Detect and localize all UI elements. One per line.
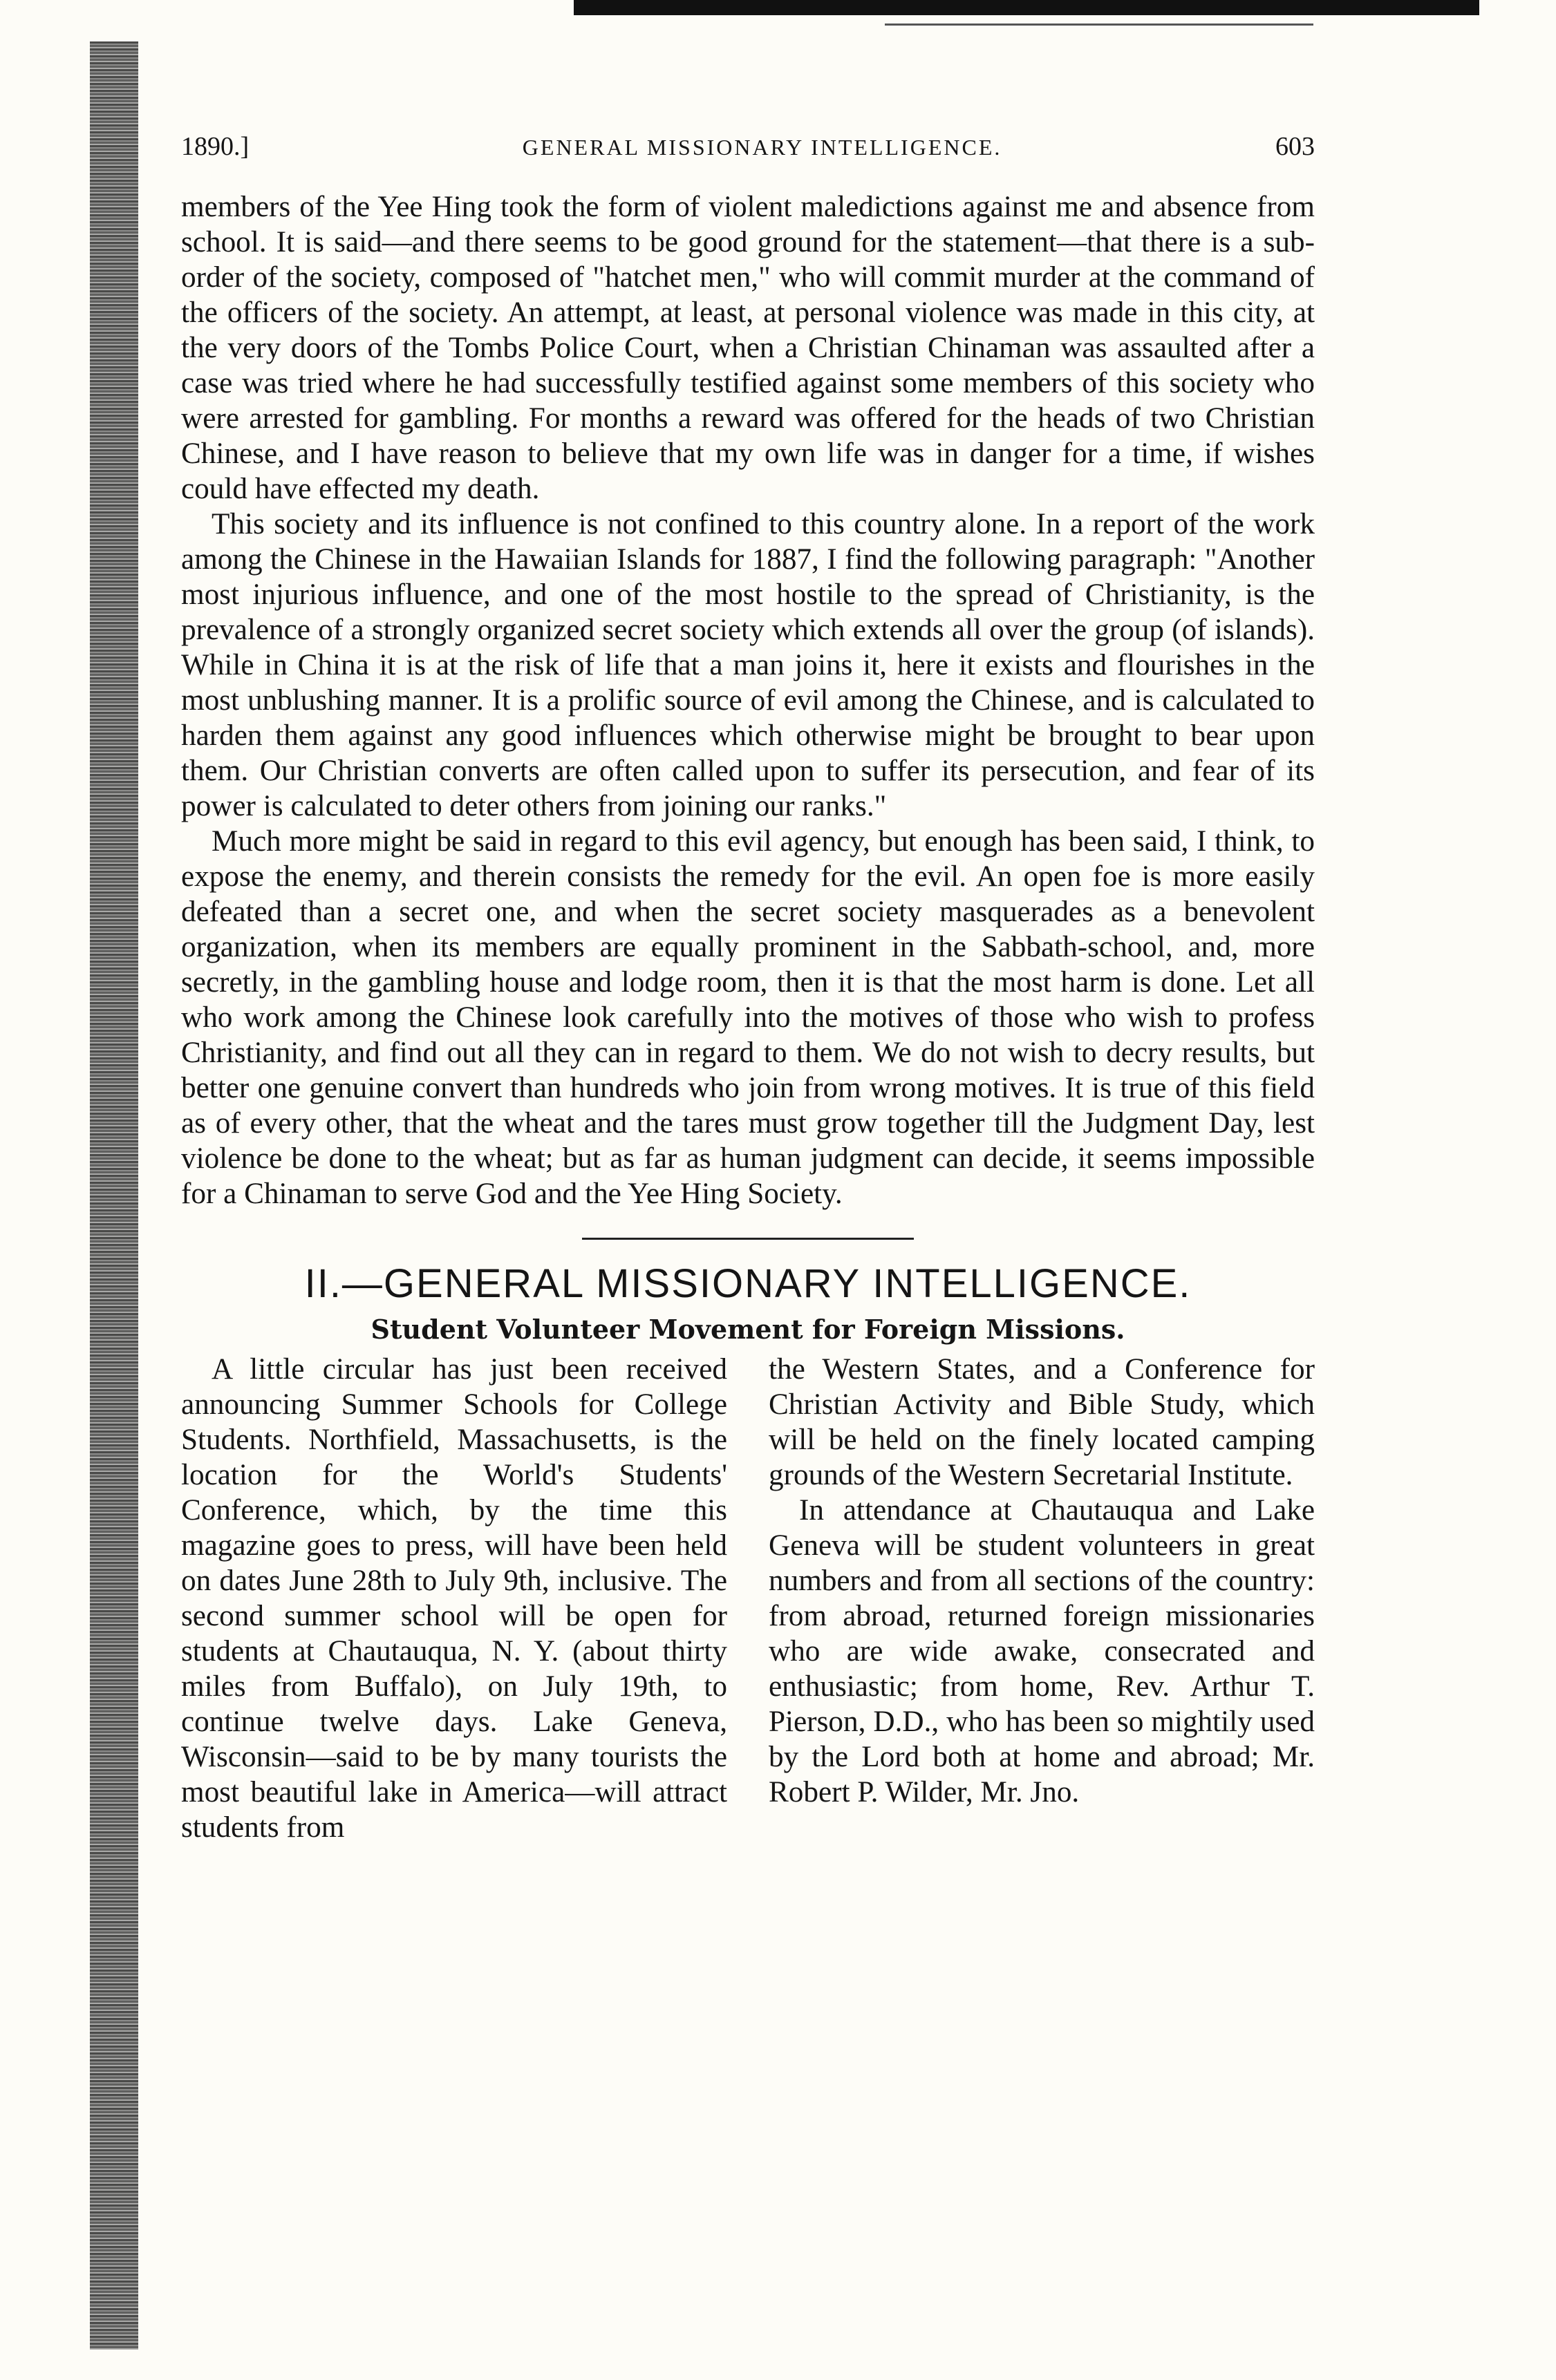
top-scan-rule-thin	[885, 23, 1313, 26]
right-column	[769, 1352, 1315, 1845]
running-head-title: GENERAL MISSIONARY INTELLIGENCE.	[522, 135, 1002, 160]
left-column	[181, 1352, 727, 1845]
running-head-year: 1890.]	[181, 132, 250, 161]
journal-page	[181, 131, 1315, 1845]
column-paragraph: In attendance at Chautauqua and Lake Geneva will be student volunteers in great numbers and from all sections of the country: from abroad, returned foreign missionaries who are wide awake, consecrated and enthusiastic; from home, Rev. Arthur T. Pierson, D.D., who has been so mightily used by the Lord both at home and abroad; Mr. Robert P. Wilder, Mr. Jno.	[769, 1494, 1315, 1808]
running-head	[181, 131, 1315, 162]
body-paragraph: members of the Yee Hing took the form of violent maledictions against me and absence from school. It is said—and there seems to be good ground for the statement—that there is a sub-order of the society, composed of "hatchet men," who will commit murder at the command of the officers of the society. An attempt, at least, at personal violence was made in this city, at the very doors of the Tombs Police Court, when a Christian Chinaman was assaulted after a case was tried where he had successfully testified against some members of this society who were arrested for gambling. For months a reward was offered for the heads of two Christian Chinese, and I have reason to believe that my own life was in danger for a time, if wishes could have effected my death.	[181, 191, 1315, 505]
section-divider	[582, 1238, 914, 1240]
top-scan-rule	[574, 0, 1479, 15]
two-column-body	[181, 1352, 1315, 1845]
page-number: 603	[1275, 132, 1315, 161]
section-title: II.—GENERAL MISSIONARY INTELLIGENCE.	[304, 1261, 1192, 1306]
page-binding-edge	[90, 41, 138, 2350]
body-paragraph: This society and its influence is not confined to this country alone. In a report of the work among the Chinese in the Hawaiian Islands for 1887, I find the following paragraph: "Another most injurious influence, and one of the most hostile to the spread of Christianity, is the prevalence of a strongly organized secret society which extends all over the group (of islands). While in China it is at the risk of life that a man joins it, here it exists and flourishes in the most unblushing manner. It is a prolific source of evil among the Chinese, and is calculated to harden them against any good influences which otherwise might be brought to bear upon them. Our Christian converts are often called upon to suffer its persecution, and fear of its power is calculated to deter others from joining our ranks."	[181, 508, 1315, 822]
section-subhead: Student Volunteer Movement for Foreign Missions.	[371, 1314, 1125, 1345]
column-paragraph: A little circular has just been received announcing Summer Schools for College Students. Northfield, Massachusetts, is the location for the World's Students' Conference, which, by the time this magazine goes to press, will have been held on dates June 28th to July 9th, inclusive. The second summer school will be open for students at Chautauqua, N. Y. (about thirty miles from Buffalo), on July 19th, to continue twelve days. Lake Geneva, Wisconsin—said to be by many tourists the most beautiful lake in America—will attract students from	[181, 1353, 727, 1844]
column-paragraph: the Western States, and a Conference for Christian Activity and Bible Study, which will be held on the finely located camping grounds of the Western Secretarial Institute.	[769, 1353, 1315, 1491]
body-paragraph: Much more might be said in regard to this evil agency, but enough has been said, I think, to expose the enemy, and therein consists the remedy for the evil. An open foe is more easily defeated than a secret one, and when the secret society masquerades as a benevolent organization, when its members are equally prominent in the Sabbath-school, and, more secretly, in the gambling house and lodge room, then it is that the most harm is done. Let all who work among the Chinese look carefully into the motives of those who wish to profess Christianity, and find out all they can in regard to them. We do not wish to decry results, but better one genuine convert than hundreds who join from wrong motives. It is true of this field as of every other, that the wheat and the tares must grow together till the Judgment Day, lest violence be done to the wheat; but as far as human judgment can decide, it seems impossible for a Chinaman to serve God and the Yee Hing Society.	[181, 825, 1315, 1210]
